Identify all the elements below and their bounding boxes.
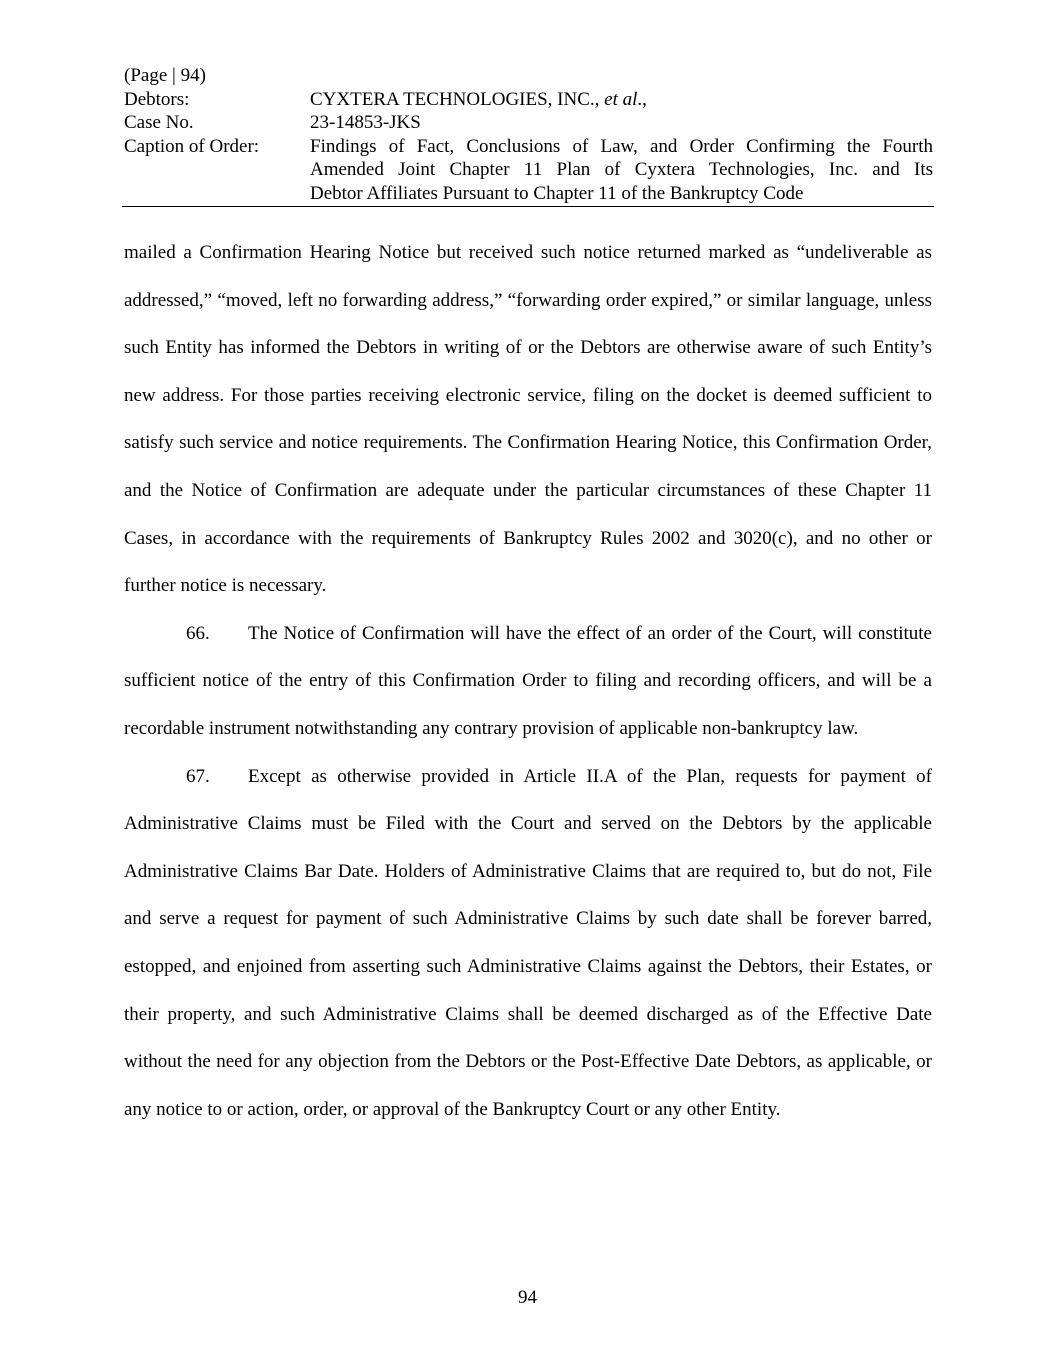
debtors-row [124,88,933,112]
page-number: 94 [518,1287,537,1308]
case-number-value: 23-14853-JKS [310,112,421,133]
paragraph-66 [124,610,932,753]
paragraph-67 [124,753,932,1134]
debtors-et-al: et al [604,88,638,110]
paragraph-text: Except as otherwise provided in Article II.A of the Plan, requests for payment of Administrative Claims must be Filed with the Court and served on the Debtors by the applicable Administrative Claims Bar Date. Holders of Administrative Claims that are required to, but do not, File and serve a request for payment of such Administrative Claims by such date shall be forever barred, estopped, and enjoined from asserting such Administrative Claims against the Debtors, their Estates, or their property, and such Administrative Claims shall be deemed discharged as of the Effective Date without the need for any objection from the Debtors or the Post-Effective Date Debtors, as applicable, or any notice to or action, order, or approval of the Bankruptcy Court or any other Entity. [124,765,932,1120]
paragraph-number: 66. [186,622,210,644]
debtors-value [310,88,933,112]
document-body [124,229,932,1133]
document-header [124,64,933,205]
page-reference: (Page | 94) [124,65,206,86]
header-divider [122,206,934,207]
caption-line-3: Debtor Affiliates Pursuant to Chapter 11 of the Bankruptcy Code [310,182,804,204]
paragraph-text: The Notice of Confirmation will have the effect of an order of the Court, will constitute sufficient notice of the entry of this Confirmation Order to filing and recording officers, and will be a recordable instrument notwithstanding any contrary provision of applicable non-bankruptcy law. [124,622,932,739]
debtors-name: CYXTERA TECHNOLOGIES, INC., [310,88,600,110]
caption-label: Caption of Order: [124,135,260,157]
caption-line-2: Amended Joint Chapter 11 Plan of Cyxtera Technologies, Inc. and Its [310,159,933,180]
continued-paragraph: mailed a Confirmation Hearing Notice but received such notice returned marked as “undeliverable as addressed,” “moved, left no forwarding address,” “forwarding order expired,” or similar language, unless such Entity has informed the Debtors in writing of or the Debtors are otherwise aware of such Entity’s new address. For those parties receiving electronic service, filing on the docket is deemed sufficient to satisfy such service and notice requirements. The Confirmation Hearing Notice, this Confirmation Order, and the Notice of Confirmation are adequate under the particular circumstances of these Chapter 11 Cases, in accordance with the requirements of Bankruptcy Rules 2002 and 3020(c), and no other or further notice is necessary. [124,242,932,597]
paragraph-number: 67. [186,765,210,787]
debtors-label: Debtors: [124,88,190,110]
case-number-label: Case No. [124,112,194,133]
debtors-suffix: ., [637,88,647,110]
caption-value [310,135,933,206]
caption-line-1: Findings of Fact, Conclusions of Law, and Order Confirming the Fourth [310,135,933,157]
page-reference-row [124,64,933,88]
case-number-row [124,111,933,135]
caption-row [124,135,933,206]
